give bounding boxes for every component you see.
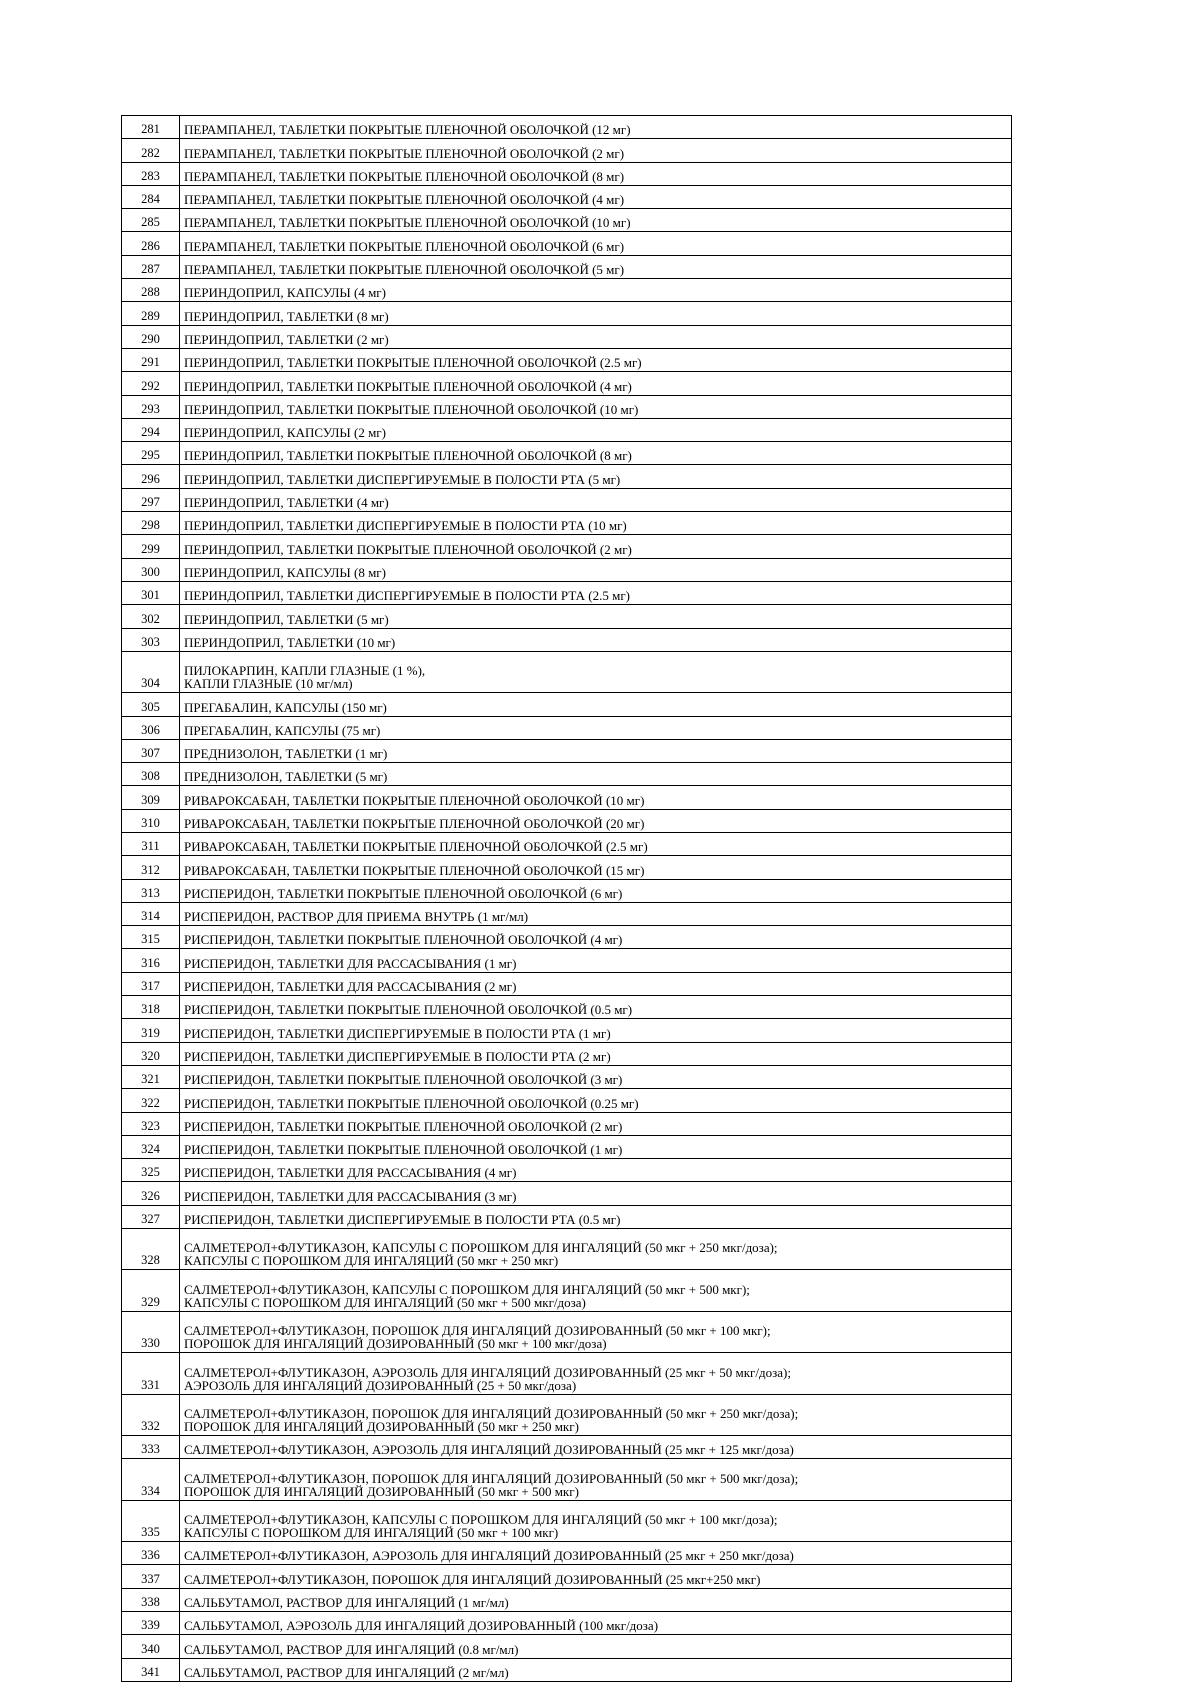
drug-description-line: ПОРОШОК ДЛЯ ИНГАЛЯЦИЙ ДОЗИРОВАННЫЙ (50 мкг + 100 мкг/доза) [184, 1336, 607, 1352]
table-row [122, 1658, 1012, 1681]
row-number: 292 [122, 372, 180, 395]
table-row [122, 488, 1012, 511]
drug-description [180, 116, 1012, 139]
drug-description [180, 972, 1012, 995]
drug-description [180, 693, 1012, 716]
table-row [122, 856, 1012, 879]
table-row [122, 465, 1012, 488]
row-number: 298 [122, 512, 180, 535]
drug-description [180, 1542, 1012, 1565]
row-number: 299 [122, 535, 180, 558]
row-number: 311 [122, 833, 180, 856]
table-row [122, 1205, 1012, 1228]
drug-description [180, 1065, 1012, 1088]
table-row [122, 833, 1012, 856]
drug-description [180, 185, 1012, 208]
row-number: 328 [122, 1229, 180, 1270]
drug-description [180, 1588, 1012, 1611]
drug-description [180, 605, 1012, 628]
drug-description-line: ПЕРИНДОПРИЛ, ТАБЛЕТКИ ПОКРЫТЫЕ ПЛЕНОЧНОЙ ОБОЛОЧКОЙ (4 мг) [184, 378, 632, 394]
table-row [122, 996, 1012, 1019]
row-number: 332 [122, 1394, 180, 1435]
drug-description-line: ПЕРАМПАНЕЛ, ТАБЛЕТКИ ПОКРЫТЫЕ ПЛЕНОЧНОЙ ОБОЛОЧКОЙ (5 мг) [184, 262, 625, 278]
row-number: 291 [122, 348, 180, 371]
row-number: 338 [122, 1588, 180, 1611]
drug-description-line: АЭРОЗОЛЬ ДЛЯ ИНГАЛЯЦИЙ ДОЗИРОВАННЫЙ (25 + 50 мкг/доза) [184, 1377, 577, 1393]
row-number: 293 [122, 395, 180, 418]
table-row [122, 395, 1012, 418]
row-number: 333 [122, 1436, 180, 1459]
row-number: 339 [122, 1611, 180, 1634]
drug-description-line: ПЕРИНДОПРИЛ, ТАБЛЕТКИ (10 мг) [184, 634, 396, 650]
drug-description [180, 1135, 1012, 1158]
table-row [122, 1089, 1012, 1112]
table-row [122, 1500, 1012, 1541]
drug-description [180, 372, 1012, 395]
drug-description-line: ПЕРАМПАНЕЛ, ТАБЛЕТКИ ПОКРЫТЫЕ ПЛЕНОЧНОЙ ОБОЛОЧКОЙ (4 мг) [184, 192, 625, 208]
table-row [122, 185, 1012, 208]
drug-description [180, 739, 1012, 762]
drug-description-line: ПОРОШОК ДЛЯ ИНГАЛЯЦИЙ ДОЗИРОВАННЫЙ (50 мкг + 500 мкг) [184, 1483, 579, 1499]
row-number: 303 [122, 628, 180, 651]
row-number: 313 [122, 879, 180, 902]
row-number: 341 [122, 1658, 180, 1681]
row-number: 302 [122, 605, 180, 628]
drug-description-line: ПРЕГАБАЛИН, КАПСУЛЫ (150 мг) [184, 699, 387, 715]
table-row [122, 535, 1012, 558]
drug-description-line: ПЕРИНДОПРИЛ, ТАБЛЕТКИ ДИСПЕРГИРУЕМЫЕ В ПОЛОСТИ РТА (2.5 мг) [184, 588, 630, 604]
drug-description-line: РИСПЕРИДОН, ТАБЛЕТКИ ПОКРЫТЫЕ ПЛЕНОЧНОЙ ОБОЛОЧКОЙ (2 мг) [184, 1118, 623, 1134]
drug-description-line: РИВАРОКСАБАН, ТАБЛЕТКИ ПОКРЫТЫЕ ПЛЕНОЧНОЙ ОБОЛОЧКОЙ (20 мг) [184, 816, 645, 831]
drug-description [180, 1635, 1012, 1658]
drug-description-line: ПЕРИНДОПРИЛ, КАПСУЛЫ (8 мг) [184, 564, 386, 580]
drug-list-body [122, 116, 1012, 1682]
drug-description-line: РИСПЕРИДОН, РАСТВОР ДЛЯ ПРИЕМА ВНУТРЬ (1 мг/мл) [184, 909, 529, 925]
row-number: 296 [122, 465, 180, 488]
table-row [122, 786, 1012, 809]
row-number: 285 [122, 209, 180, 232]
table-row [122, 1112, 1012, 1135]
drug-description-line: ПЕРАМПАНЕЛ, ТАБЛЕТКИ ПОКРЫТЫЕ ПЛЕНОЧНОЙ ОБОЛОЧКОЙ (6 мг) [184, 238, 625, 254]
drug-description-line: ПЕРИНДОПРИЛ, ТАБЛЕТКИ (2 мг) [184, 331, 389, 347]
drug-description [180, 302, 1012, 325]
drug-description [180, 1394, 1012, 1435]
drug-description [180, 535, 1012, 558]
drug-description [180, 1459, 1012, 1500]
table-row [122, 581, 1012, 604]
drug-description-line: РИСПЕРИДОН, ТАБЛЕТКИ ДЛЯ РАССАСЫВАНИЯ (2 мг) [184, 979, 517, 995]
table-row [122, 716, 1012, 739]
row-number: 334 [122, 1459, 180, 1500]
drug-description [180, 1019, 1012, 1042]
table-row [122, 1065, 1012, 1088]
row-number: 317 [122, 972, 180, 995]
drug-description [180, 926, 1012, 949]
row-number: 301 [122, 581, 180, 604]
table-row [122, 1042, 1012, 1065]
drug-description [180, 558, 1012, 581]
drug-description [180, 786, 1012, 809]
drug-description [180, 716, 1012, 739]
table-row [122, 628, 1012, 651]
table-row [122, 1394, 1012, 1435]
table-row [122, 1229, 1012, 1270]
table-row [122, 558, 1012, 581]
drug-description [180, 949, 1012, 972]
drug-description-line: ПЕРИНДОПРИЛ, КАПСУЛЫ (4 мг) [184, 285, 386, 301]
drug-description-line: САЛМЕТЕРОЛ+ФЛУТИКАЗОН, КАПСУЛЫ С ПОРОШКОМ ДЛЯ ИНГАЛЯЦИЙ (50 мкг + 250 мкг/доза); [184, 1240, 778, 1256]
table-row [122, 348, 1012, 371]
row-number: 282 [122, 139, 180, 162]
drug-description-line: ПЕРИНДОПРИЛ, ТАБЛЕТКИ ДИСПЕРГИРУЕМЫЕ В ПОЛОСТИ РТА (10 мг) [184, 518, 627, 534]
drug-description-line: РИВАРОКСАБАН, ТАБЛЕТКИ ПОКРЫТЫЕ ПЛЕНОЧНОЙ ОБОЛОЧКОЙ (2.5 мг) [184, 839, 648, 855]
drug-description [180, 1611, 1012, 1634]
table-row [122, 1542, 1012, 1565]
drug-description [180, 325, 1012, 348]
table-row [122, 209, 1012, 232]
row-number: 297 [122, 488, 180, 511]
drug-description-line: ПЕРИНДОПРИЛ, КАПСУЛЫ (2 мг) [184, 425, 386, 441]
row-number: 326 [122, 1182, 180, 1205]
table-row [122, 763, 1012, 786]
drug-description-line: ПРЕДНИЗОЛОН, ТАБЛЕТКИ (1 мг) [184, 746, 388, 762]
table-row [122, 418, 1012, 441]
drug-description [180, 395, 1012, 418]
row-number: 314 [122, 902, 180, 925]
row-number: 327 [122, 1205, 180, 1228]
table-row [122, 116, 1012, 139]
table-row [122, 879, 1012, 902]
row-number: 330 [122, 1311, 180, 1352]
drug-description [180, 1500, 1012, 1541]
drug-description [180, 651, 1012, 692]
drug-description-line: РИСПЕРИДОН, ТАБЛЕТКИ ПОКРЫТЫЕ ПЛЕНОЧНОЙ ОБОЛОЧКОЙ (0.25 мг) [184, 1095, 639, 1111]
drug-description [180, 512, 1012, 535]
row-number: 307 [122, 739, 180, 762]
table-row [122, 902, 1012, 925]
row-number: 305 [122, 693, 180, 716]
drug-description [180, 902, 1012, 925]
drug-description [180, 348, 1012, 371]
row-number: 286 [122, 232, 180, 255]
drug-description-line: ПЕРИНДОПРИЛ, ТАБЛЕТКИ (5 мг) [184, 611, 389, 627]
row-number: 290 [122, 325, 180, 348]
drug-description [180, 996, 1012, 1019]
drug-description-line: РИСПЕРИДОН, ТАБЛЕТКИ ДЛЯ РАССАСЫВАНИЯ (1 мг) [184, 955, 517, 971]
drug-description [180, 232, 1012, 255]
table-row [122, 279, 1012, 302]
drug-description-line: САЛМЕТЕРОЛ+ФЛУТИКАЗОН, КАПСУЛЫ С ПОРОШКОМ ДЛЯ ИНГАЛЯЦИЙ (50 мкг + 100 мкг/доза); [184, 1512, 778, 1528]
table-row [122, 162, 1012, 185]
drug-description [180, 1089, 1012, 1112]
row-number: 284 [122, 185, 180, 208]
drug-description-line: РИСПЕРИДОН, ТАБЛЕТКИ ПОКРЫТЫЕ ПЛЕНОЧНОЙ ОБОЛОЧКОЙ (0.5 мг) [184, 1002, 633, 1018]
row-number: 310 [122, 809, 180, 832]
drug-description-line: РИСПЕРИДОН, ТАБЛЕТКИ ПОКРЫТЫЕ ПЛЕНОЧНОЙ ОБОЛОЧКОЙ (1 мг) [184, 1142, 623, 1158]
drug-description [180, 139, 1012, 162]
row-number: 294 [122, 418, 180, 441]
drug-description [180, 1229, 1012, 1270]
drug-description [180, 1436, 1012, 1459]
drug-description [180, 279, 1012, 302]
table-row [122, 1182, 1012, 1205]
table-row [122, 1019, 1012, 1042]
drug-description-line: САЛЬБУТАМОЛ, РАСТВОР ДЛЯ ИНГАЛЯЦИЙ (1 мг/мл) [184, 1594, 509, 1610]
row-number: 308 [122, 763, 180, 786]
table-row [122, 1565, 1012, 1588]
row-number: 315 [122, 926, 180, 949]
row-number: 300 [122, 558, 180, 581]
drug-description-line: ПЕРИНДОПРИЛ, ТАБЛЕТКИ (8 мг) [184, 308, 389, 324]
row-number: 287 [122, 255, 180, 278]
table-row [122, 1459, 1012, 1500]
drug-description [180, 418, 1012, 441]
drug-description-line: ПЕРИНДОПРИЛ, ТАБЛЕТКИ (4 мг) [184, 495, 389, 511]
drug-description [180, 581, 1012, 604]
table-row [122, 325, 1012, 348]
table-row [122, 693, 1012, 716]
drug-description-line: РИСПЕРИДОН, ТАБЛЕТКИ ДЛЯ РАССАСЫВАНИЯ (4 мг) [184, 1165, 517, 1181]
drug-description-line: САЛМЕТЕРОЛ+ФЛУТИКАЗОН, ПОРОШОК ДЛЯ ИНГАЛЯЦИЙ ДОЗИРОВАННЫЙ (50 мкг + 500 мкг/доза); [184, 1470, 799, 1486]
drug-description [180, 809, 1012, 832]
drug-description-line: ПЕРИНДОПРИЛ, ТАБЛЕТКИ ПОКРЫТЫЕ ПЛЕНОЧНОЙ ОБОЛОЧКОЙ (10 мг) [184, 401, 639, 417]
drug-description-line: ПИЛОКАРПИН, КАПЛИ ГЛАЗНЫЕ (1 %), [184, 663, 426, 679]
table-row [122, 512, 1012, 535]
table-row [122, 1353, 1012, 1394]
table-row [122, 1611, 1012, 1634]
table-row [122, 949, 1012, 972]
table-row [122, 232, 1012, 255]
drug-description-line: ПЕРАМПАНЕЛ, ТАБЛЕТКИ ПОКРЫТЫЕ ПЛЕНОЧНОЙ ОБОЛОЧКОЙ (2 мг) [184, 145, 625, 161]
drug-description [180, 1182, 1012, 1205]
drug-description-line: ПРЕГАБАЛИН, КАПСУЛЫ (75 мг) [184, 722, 381, 738]
table-row [122, 1159, 1012, 1182]
table-row [122, 972, 1012, 995]
table-row [122, 926, 1012, 949]
drug-description-line: ПЕРАМПАНЕЛ, ТАБЛЕТКИ ПОКРЫТЫЕ ПЛЕНОЧНОЙ ОБОЛОЧКОЙ (10 мг) [184, 215, 631, 231]
table-row [122, 139, 1012, 162]
drug-description-line: САЛЬБУТАМОЛ, РАСТВОР ДЛЯ ИНГАЛЯЦИЙ (2 мг/мл) [184, 1664, 509, 1680]
drug-description-line: РИСПЕРИДОН, ТАБЛЕТКИ ДИСПЕРГИРУЕМЫЕ В ПОЛОСТИ РТА (1 мг) [184, 1025, 611, 1041]
drug-description-line: КАПСУЛЫ С ПОРОШКОМ ДЛЯ ИНГАЛЯЦИЙ (50 мкг + 500 мкг/доза) [184, 1294, 586, 1310]
row-number: 316 [122, 949, 180, 972]
drug-description [180, 1042, 1012, 1065]
drug-description-line: ПЕРИНДОПРИЛ, ТАБЛЕТКИ ПОКРЫТЫЕ ПЛЕНОЧНОЙ ОБОЛОЧКОЙ (2.5 мг) [184, 355, 642, 371]
row-number: 325 [122, 1159, 180, 1182]
drug-description [180, 209, 1012, 232]
drug-description [180, 856, 1012, 879]
table-row [122, 1588, 1012, 1611]
drug-description-line: САЛМЕТЕРОЛ+ФЛУТИКАЗОН, АЭРОЗОЛЬ ДЛЯ ИНГАЛЯЦИЙ ДОЗИРОВАННЫЙ (25 мкг + 50 мкг/доза); [184, 1364, 791, 1380]
drug-description-line: РИСПЕРИДОН, ТАБЛЕТКИ ДИСПЕРГИРУЕМЫЕ В ПОЛОСТИ РТА (2 мг) [184, 1048, 611, 1064]
row-number: 321 [122, 1065, 180, 1088]
row-number: 340 [122, 1635, 180, 1658]
row-number: 306 [122, 716, 180, 739]
row-number: 319 [122, 1019, 180, 1042]
table-row [122, 1135, 1012, 1158]
row-number: 335 [122, 1500, 180, 1541]
drug-description [180, 442, 1012, 465]
drug-description [180, 763, 1012, 786]
drug-description-line: КАПЛИ ГЛАЗНЫЕ (10 мг/мл) [184, 676, 353, 692]
drug-description-line: РИСПЕРИДОН, ТАБЛЕТКИ ДЛЯ РАССАСЫВАНИЯ (3 мг) [184, 1188, 517, 1204]
drug-description [180, 162, 1012, 185]
drug-description [180, 1270, 1012, 1311]
row-number: 322 [122, 1089, 180, 1112]
row-number: 312 [122, 856, 180, 879]
drug-description-line: САЛЬБУТАМОЛ, РАСТВОР ДЛЯ ИНГАЛЯЦИЙ (0.8 мг/мл) [184, 1641, 519, 1657]
table-row [122, 255, 1012, 278]
drug-description-line: САЛМЕТЕРОЛ+ФЛУТИКАЗОН, АЭРОЗОЛЬ ДЛЯ ИНГАЛЯЦИЙ ДОЗИРОВАННЫЙ (25 мкг + 250 мкг/доза) [184, 1548, 794, 1564]
drug-description [180, 255, 1012, 278]
row-number: 331 [122, 1353, 180, 1394]
drug-description-line: ПЕРАМПАНЕЛ, ТАБЛЕТКИ ПОКРЫТЫЕ ПЛЕНОЧНОЙ ОБОЛОЧКОЙ (8 мг) [184, 168, 625, 184]
row-number: 336 [122, 1542, 180, 1565]
row-number: 304 [122, 651, 180, 692]
table-row [122, 1311, 1012, 1352]
drug-description-line: КАПСУЛЫ С ПОРОШКОМ ДЛЯ ИНГАЛЯЦИЙ (50 мкг + 100 мкг) [184, 1525, 559, 1541]
drug-description-line: САЛЬБУТАМОЛ, АЭРОЗОЛЬ ДЛЯ ИНГАЛЯЦИЙ ДОЗИРОВАННЫЙ (100 мкг/доза) [184, 1618, 659, 1634]
row-number: 289 [122, 302, 180, 325]
drug-description-line: ПОРОШОК ДЛЯ ИНГАЛЯЦИЙ ДОЗИРОВАННЫЙ (50 мкг + 250 мкг) [184, 1419, 579, 1434]
drug-list-table [121, 115, 1012, 1682]
drug-description-line: КАПСУЛЫ С ПОРОШКОМ ДЛЯ ИНГАЛЯЦИЙ (50 мкг + 250 мкг) [184, 1253, 559, 1269]
drug-description [180, 1112, 1012, 1135]
drug-description [180, 1565, 1012, 1588]
drug-description-line: ПЕРИНДОПРИЛ, ТАБЛЕТКИ ДИСПЕРГИРУЕМЫЕ В ПОЛОСТИ РТА (5 мг) [184, 471, 621, 487]
table-row [122, 372, 1012, 395]
row-number: 324 [122, 1135, 180, 1158]
drug-description-line: САЛМЕТЕРОЛ+ФЛУТИКАЗОН, АЭРОЗОЛЬ ДЛЯ ИНГАЛЯЦИЙ ДОЗИРОВАННЫЙ (25 мкг + 125 мкг/доза) [184, 1442, 794, 1458]
drug-description-line: РИСПЕРИДОН, ТАБЛЕТКИ ПОКРЫТЫЕ ПЛЕНОЧНОЙ ОБОЛОЧКОЙ (3 мг) [184, 1072, 623, 1088]
row-number: 283 [122, 162, 180, 185]
drug-description [180, 465, 1012, 488]
drug-description [180, 488, 1012, 511]
row-number: 288 [122, 279, 180, 302]
drug-description-line: САЛМЕТЕРОЛ+ФЛУТИКАЗОН, ПОРОШОК ДЛЯ ИНГАЛЯЦИЙ ДОЗИРОВАННЫЙ (25 мкг+250 мкг) [184, 1571, 761, 1587]
table-row [122, 1270, 1012, 1311]
row-number: 337 [122, 1565, 180, 1588]
drug-description-line: САЛМЕТЕРОЛ+ФЛУТИКАЗОН, КАПСУЛЫ С ПОРОШКОМ ДЛЯ ИНГАЛЯЦИЙ (50 мкг + 500 мкг); [184, 1281, 750, 1297]
table-row [122, 302, 1012, 325]
table-row [122, 605, 1012, 628]
row-number: 329 [122, 1270, 180, 1311]
drug-description-line: ПРЕДНИЗОЛОН, ТАБЛЕТКИ (5 мг) [184, 769, 388, 785]
drug-description-line: РИСПЕРИДОН, ТАБЛЕТКИ ДИСПЕРГИРУЕМЫЕ В ПОЛОСТИ РТА (0.5 мг) [184, 1212, 621, 1228]
table-row [122, 1635, 1012, 1658]
drug-description [180, 1159, 1012, 1182]
table-row [122, 442, 1012, 465]
drug-description-line: ПЕРИНДОПРИЛ, ТАБЛЕТКИ ПОКРЫТЫЕ ПЛЕНОЧНОЙ ОБОЛОЧКОЙ (2 мг) [184, 541, 632, 557]
drug-description [180, 879, 1012, 902]
drug-description [180, 1658, 1012, 1681]
drug-description [180, 1205, 1012, 1228]
row-number: 320 [122, 1042, 180, 1065]
drug-description-line: ПЕРАМПАНЕЛ, ТАБЛЕТКИ ПОКРЫТЫЕ ПЛЕНОЧНОЙ ОБОЛОЧКОЙ (12 мг) [184, 122, 631, 138]
row-number: 309 [122, 786, 180, 809]
drug-description [180, 1353, 1012, 1394]
drug-description-line: РИВАРОКСАБАН, ТАБЛЕТКИ ПОКРЫТЫЕ ПЛЕНОЧНОЙ ОБОЛОЧКОЙ (10 мг) [184, 792, 645, 808]
row-number: 295 [122, 442, 180, 465]
table-row [122, 809, 1012, 832]
drug-description-line: РИСПЕРИДОН, ТАБЛЕТКИ ПОКРЫТЫЕ ПЛЕНОЧНОЙ ОБОЛОЧКОЙ (4 мг) [184, 932, 623, 948]
drug-description [180, 833, 1012, 856]
table-row [122, 1436, 1012, 1459]
drug-description-line: РИВАРОКСАБАН, ТАБЛЕТКИ ПОКРЫТЫЕ ПЛЕНОЧНОЙ ОБОЛОЧКОЙ (15 мг) [184, 862, 645, 878]
drug-description-line: ПЕРИНДОПРИЛ, ТАБЛЕТКИ ПОКРЫТЫЕ ПЛЕНОЧНОЙ ОБОЛОЧКОЙ (8 мг) [184, 448, 632, 464]
row-number: 323 [122, 1112, 180, 1135]
table-row [122, 651, 1012, 692]
drug-description-line: САЛМЕТЕРОЛ+ФЛУТИКАЗОН, ПОРОШОК ДЛЯ ИНГАЛЯЦИЙ ДОЗИРОВАННЫЙ (50 мкг + 250 мкг/доза); [184, 1406, 799, 1421]
drug-description [180, 628, 1012, 651]
table-row [122, 739, 1012, 762]
drug-description-line: САЛМЕТЕРОЛ+ФЛУТИКАЗОН, ПОРОШОК ДЛЯ ИНГАЛЯЦИЙ ДОЗИРОВАННЫЙ (50 мкг + 100 мкг); [184, 1323, 771, 1339]
row-number: 281 [122, 116, 180, 139]
drug-description [180, 1311, 1012, 1352]
drug-description-line: РИСПЕРИДОН, ТАБЛЕТКИ ПОКРЫТЫЕ ПЛЕНОЧНОЙ ОБОЛОЧКОЙ (6 мг) [184, 885, 623, 901]
row-number: 318 [122, 996, 180, 1019]
